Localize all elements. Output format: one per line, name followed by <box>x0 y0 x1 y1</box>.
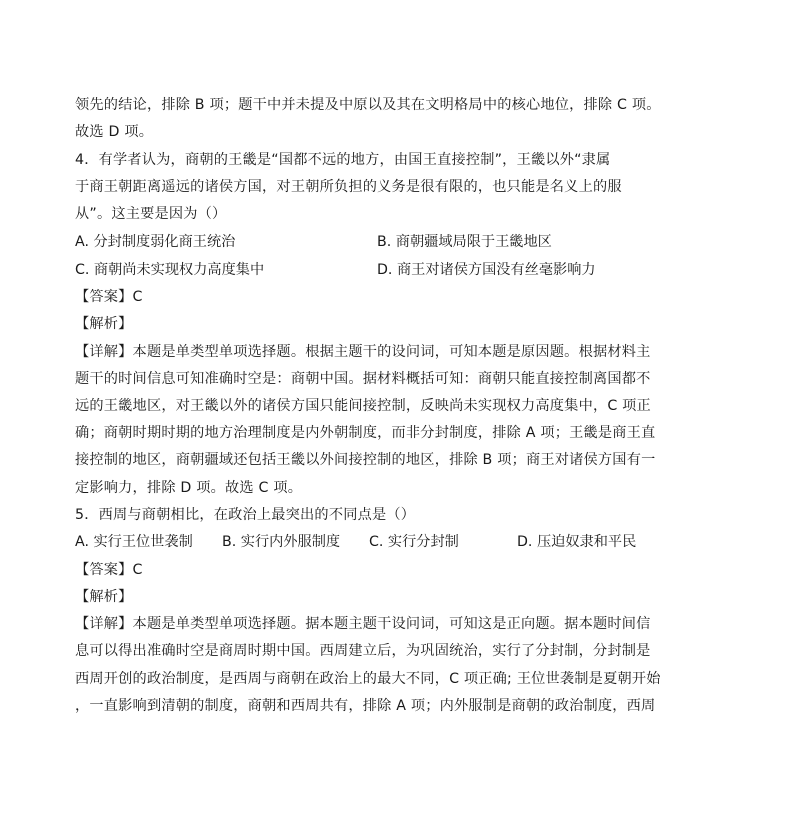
question-4-option-a: A. 分封制度弱化商王统治 <box>75 234 236 250</box>
question-5-option-a: A. 实行王位世袭制 <box>75 534 193 550</box>
question-5-answer: 【答案】C <box>75 562 143 578</box>
question-4-option-b: B. 商朝疆域局限于王畿地区 <box>377 234 552 250</box>
question-5-detail-line: 息可以得出准确时空是商周时期中国。西周建立后，为巩固统治，实行了分封制，分封制是 <box>75 643 651 659</box>
question-4-analysis-label: 【解析】 <box>75 316 133 332</box>
question-5-option-d: D. 压迫奴隶和平民 <box>517 534 637 550</box>
question-4-stem-line-2: 于商王朝距离遥远的诸侯方国，对王朝所负担的义务是很有限的，也只能是名义上的服 <box>75 179 622 195</box>
question-5-option-c: C. 实行分封制 <box>369 534 459 550</box>
question-5-detail-line: ，一直影响到清朝的制度，商朝和西周共有，排除 A 项；内外服制是商朝的政治制度，西周 <box>75 698 656 714</box>
question-5-stem: 5．西周与商朝相比，在政治上最突出的不同点是（） <box>75 507 416 523</box>
question-5-option-b: B. 实行内外服制度 <box>222 534 341 550</box>
intro-line-1: 领先的结论，排除 B 项；题干中并未提及中原以及其在文明格局中的核心地位，排除 C 项。 <box>75 97 661 113</box>
intro-line-2: 故选 D 项。 <box>75 124 154 140</box>
question-4-detail-line: 接控制的地区，商朝疆域还包括王畿以外间接控制的地区，排除 B 项；商王对诸侯方国有一 <box>75 452 656 468</box>
question-4-detail-line: 【详解】本题是单类型单项选择题。根据主题干的设问词，可知本题是原因题。根据材料主 <box>75 344 651 360</box>
question-4-detail-line: 题干的时间信息可知准确时空是：商朝中国。据材料概括可知：商朝只能直接控制离国都不 <box>75 371 651 387</box>
question-4-option-d: D. 商王对诸侯方国没有丝毫影响力 <box>377 262 596 278</box>
question-4-detail-line: 定影响力，排除 D 项。故选 C 项。 <box>75 480 303 496</box>
question-5-detail-line: 【详解】本题是单类型单项选择题。据本题主题干设问词，可知这是正向题。据本题时间信 <box>75 616 651 632</box>
question-4-answer: 【答案】C <box>75 289 143 305</box>
question-4-option-c: C. 商朝尚未实现权力高度集中 <box>75 262 265 278</box>
question-5-analysis-label: 【解析】 <box>75 589 133 605</box>
question-4-detail-line: 确；商朝时期时期的地方治理制度是内外朝制度，而非分封制度，排除 A 项；王畿是商王直 <box>75 425 656 441</box>
question-4-detail-line: 远的王畿地区，对王畿以外的诸侯方国只能间接控制，反映尚未实现权力高度集中，C 项正 <box>75 398 651 414</box>
question-4-stem-line-3: 从”。这主要是因为（） <box>75 206 227 222</box>
question-4-stem-line-1: 4．有学者认为，商朝的王畿是“国都不远的地方，由国王直接控制”，王畿以外“隶属 <box>75 152 611 168</box>
question-5-detail-line: 西周开创的政治制度，是西周与商朝在政治上的最大不同，C 项正确; 王位世袭制是夏朝开始 <box>75 671 661 687</box>
